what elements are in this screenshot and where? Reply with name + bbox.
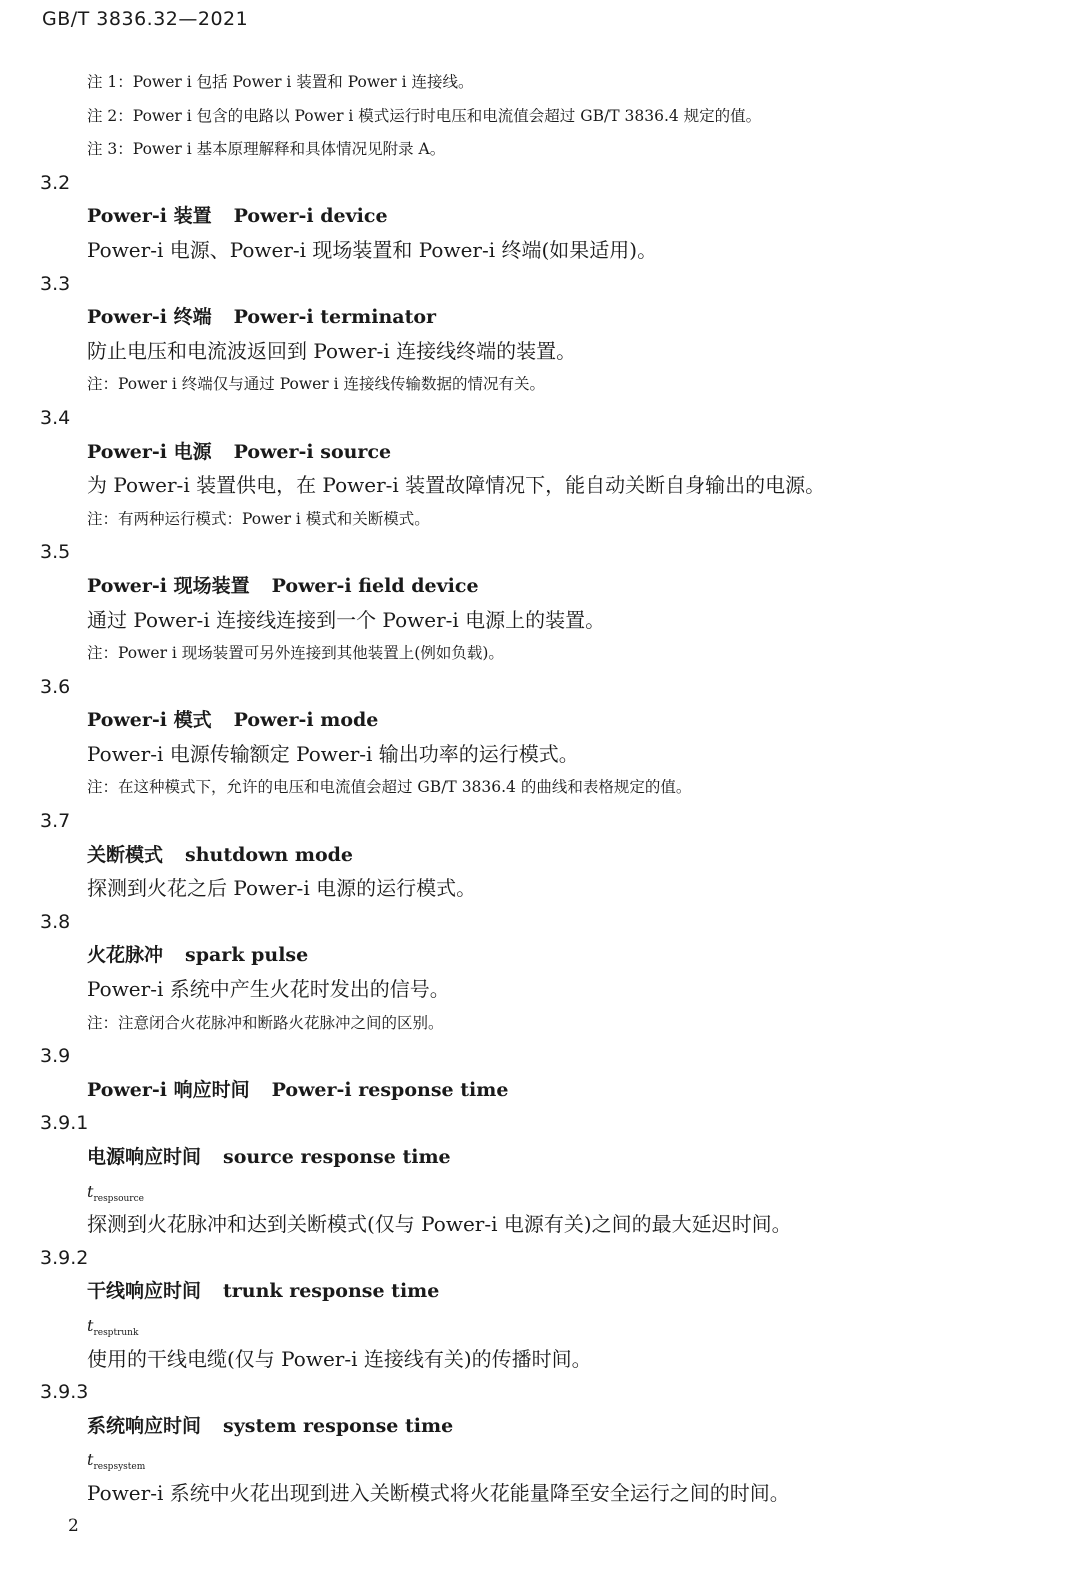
term-chinese: 关断模式 xyxy=(87,843,164,866)
term-chinese: 电源响应时间 xyxy=(87,1146,202,1168)
term-chinese: Power-i 电源 xyxy=(87,440,212,463)
term-chinese: Power-i 装置 xyxy=(87,205,212,228)
note-text: 注 3：Power i 基本原理解释和具体情况见附录 A。 xyxy=(87,140,446,159)
term-heading xyxy=(87,704,1080,738)
term-english: Power-i terminator xyxy=(233,306,437,329)
term-heading xyxy=(87,939,1080,973)
term-english: Power-i source xyxy=(233,440,392,463)
term-english: Power-i field device xyxy=(271,574,479,597)
note-text: 注：Power i 终端仅与通过 Power i 连接线传输数据的情况有关。 xyxy=(87,375,546,394)
clause-number: 3.9.3 xyxy=(40,1381,89,1404)
term-symbol xyxy=(87,1309,1080,1343)
note-text: 注：在这种模式下，允许的电压和电流值会超过 GB/T 3836.4 的曲线和表格规定的值。 xyxy=(87,778,692,797)
note-text: 注：Power i 现场装置可另外连接到其他装置上(例如负载)。 xyxy=(87,644,504,663)
term-heading xyxy=(87,1275,1080,1309)
term-english: trunk response time xyxy=(223,1280,440,1303)
term-symbol xyxy=(87,1443,1080,1477)
term-english: Power-i response time xyxy=(271,1078,509,1101)
symbol-subscript: resptrunk xyxy=(93,1328,139,1339)
term-heading xyxy=(87,1074,1080,1108)
term-heading xyxy=(87,839,1080,873)
term-english: Power-i mode xyxy=(233,709,379,732)
clause-number: 3.8 xyxy=(40,910,71,933)
term-chinese: 干线响应时间 xyxy=(87,1280,202,1303)
clause-number: 3.5 xyxy=(40,541,71,564)
note-text: 注：有两种运行模式：Power i 模式和关断模式。 xyxy=(87,509,430,528)
definition-text: 使用的干线电缆(仅与 Power-i 连接线有关)的传播时间。 xyxy=(87,1346,592,1371)
clause-number: 3.2 xyxy=(40,171,71,194)
definition-text: Power-i 系统中产生火花时发出的信号。 xyxy=(87,977,450,1002)
note-text: 注 2：Power i 包含的电路以 Power i 模式运行时电压和电流值会超过 GB/T 3836.4 规定的值。 xyxy=(87,106,762,125)
term-english: source response time xyxy=(223,1146,451,1168)
definition-text: Power-i 电源、Power-i 现场装置和 Power-i 终端(如果适用)。 xyxy=(87,237,658,262)
term-chinese: Power-i 终端 xyxy=(87,306,212,329)
definition-text: 为 Power-i 装置供电，在 Power-i 装置故障情况下，能自动关断自身输出的电源。 xyxy=(87,473,826,498)
term-heading xyxy=(87,570,1080,604)
term-chinese: Power-i 响应时间 xyxy=(87,1078,250,1101)
symbol-main: t xyxy=(87,1450,94,1470)
standard-number-header: GB/T 3836.32—2021 xyxy=(42,8,249,30)
definition-text: 通过 Power-i 连接线连接到一个 Power-i 电源上的装置。 xyxy=(87,607,606,632)
term-heading xyxy=(87,436,1080,470)
definition-text: 防止电压和电流波返回到 Power-i 连接线终端的装置。 xyxy=(87,338,577,363)
term-english: Power-i device xyxy=(233,205,388,228)
term-english: system response time xyxy=(223,1414,454,1437)
term-heading xyxy=(87,1141,1080,1175)
clause-number: 3.6 xyxy=(40,675,71,698)
term-heading xyxy=(87,200,1080,234)
terms-content xyxy=(0,66,1080,1511)
term-english: spark pulse xyxy=(185,944,309,967)
clause-number: 3.9.1 xyxy=(40,1112,89,1135)
term-chinese: Power-i 现场装置 xyxy=(87,574,250,597)
definition-text: Power-i 系统中火花出现到进入关断模式将火花能量降至安全运行之间的时间。 xyxy=(87,1480,790,1505)
clause-number: 3.9.2 xyxy=(40,1246,89,1269)
term-chinese: 火花脉冲 xyxy=(87,944,164,967)
term-heading xyxy=(87,1410,1080,1444)
term-heading xyxy=(87,301,1080,335)
term-english: shutdown mode xyxy=(185,843,354,866)
clause-number: 3.7 xyxy=(40,810,71,833)
note-text: 注 1：Power i 包括 Power i 装置和 Power i 连接线。 xyxy=(87,73,474,91)
definition-text: 探测到火花之后 Power-i 电源的运行模式。 xyxy=(87,876,477,901)
term-chinese: 系统响应时间 xyxy=(87,1414,202,1437)
clause-number: 3.4 xyxy=(40,406,71,429)
symbol-main: t xyxy=(87,1181,94,1201)
page-number: 2 xyxy=(68,1516,79,1536)
clause-number: 3.3 xyxy=(40,272,71,295)
definition-text: Power-i 电源传输额定 Power-i 输出功率的运行模式。 xyxy=(87,741,579,766)
definition-text: 探测到火花脉冲和达到关断模式(仅与 Power-i 电源有关)之间的最大延迟时间。 xyxy=(87,1212,792,1237)
term-chinese: Power-i 模式 xyxy=(87,709,212,732)
symbol-subscript: respsource xyxy=(93,1193,144,1204)
symbol-subscript: respsystem xyxy=(93,1462,146,1473)
term-symbol xyxy=(87,1175,1080,1209)
symbol-main: t xyxy=(87,1315,94,1335)
clause-number: 3.9 xyxy=(40,1045,71,1068)
note-text: 注：注意闭合火花脉冲和断路火花脉冲之间的区别。 xyxy=(87,1013,444,1032)
